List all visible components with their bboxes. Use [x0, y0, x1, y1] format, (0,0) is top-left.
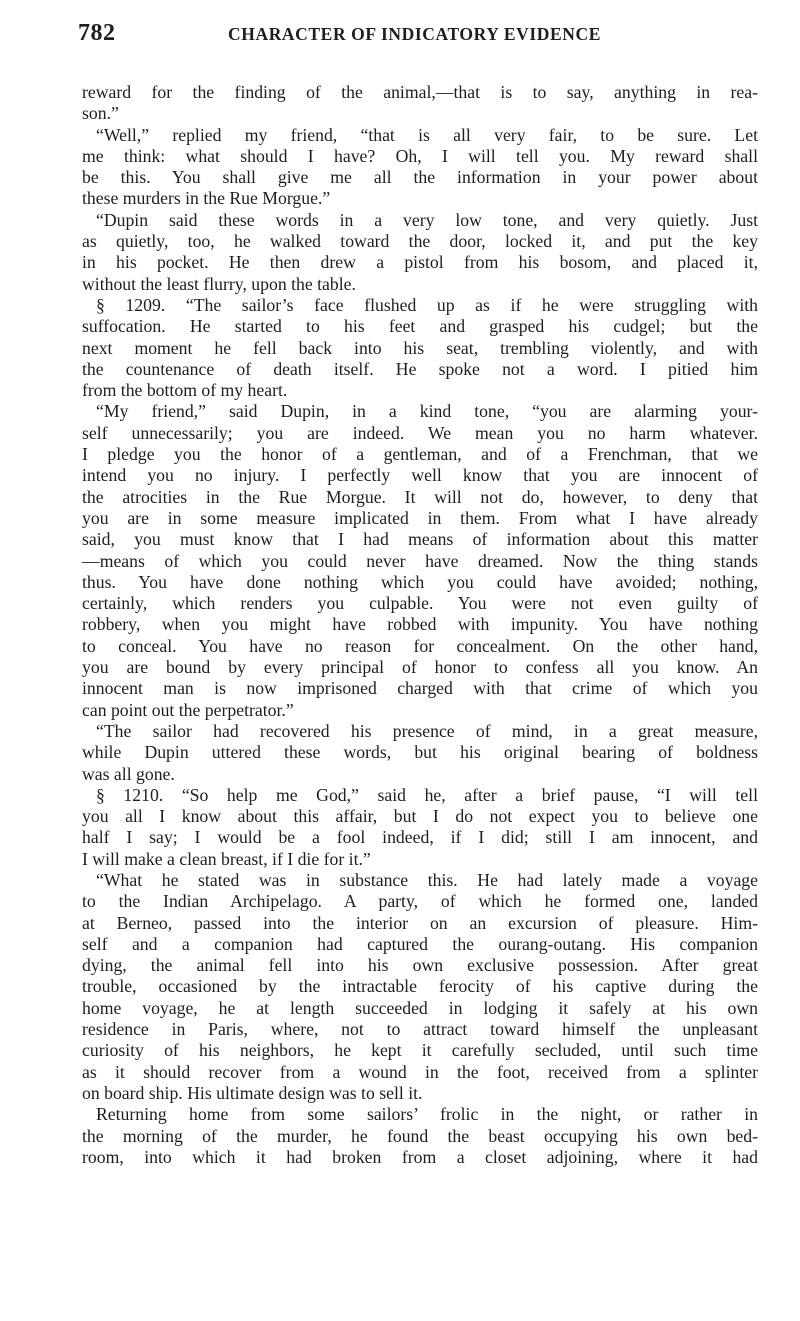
text-line: “The sailor had recovered his presence of mind, in a great measure,: [96, 720, 758, 741]
text-line: said, you must know that I had means of information about this matter: [82, 529, 758, 550]
text-line: “Well,” replied my friend, “that is all very fair, to be sure. Let: [96, 124, 758, 145]
text-line: you all I know about this affair, but I do not expect you to believe one: [82, 806, 758, 827]
text-line: next moment he fell back into his seat, trembling violently, and with: [82, 337, 758, 358]
text-line: son.”: [82, 103, 119, 124]
text-line: from the bottom of my heart.: [82, 380, 288, 401]
text-line: me think: what should I have? Oh, I will tell you. My reward shall: [82, 145, 758, 166]
text-line: was all gone.: [82, 763, 175, 784]
text-line: self and a companion had captured the ourang-outang. His companion: [82, 933, 758, 954]
text-line: self unnecessarily; you are indeed. We mean you no harm whatever.: [82, 422, 758, 443]
text-line: suffocation. He started to his feet and grasped his cudgel; but the: [82, 316, 758, 337]
text-line: intend you no injury. I perfectly well know that you are innocent of: [82, 465, 758, 486]
text-line: Returning home from some sailors’ frolic in the night, or rather in: [96, 1104, 758, 1125]
text-line: “What he stated was in substance this. He had lately made a voyage: [96, 869, 758, 890]
text-line: residence in Paris, where, not to attract toward himself the unpleasant: [82, 1019, 758, 1040]
text-line: while Dupin uttered these words, but his original bearing of boldness: [82, 742, 758, 763]
text-line: home voyage, he at length succeeded in lodging it safely at his own: [82, 997, 758, 1018]
text-line: at Berneo, passed into the interior on an excursion of pleasure. Him-: [82, 912, 758, 933]
text-line: the morning of the murder, he found the beast occupying his own bed-: [82, 1125, 758, 1146]
text-line: “My friend,” said Dupin, in a kind tone, “you are alarming your-: [96, 401, 758, 422]
running-head: CHARACTER OF INDICATORY EVIDENCE: [228, 24, 601, 44]
text-line: I will make a clean breast, if I die for it.”: [82, 848, 371, 869]
text-line: I pledge you the honor of a gentleman, and of a Frenchman, that we: [82, 444, 758, 465]
text-line: certainly, which renders you culpable. You were not even guilty of: [82, 593, 758, 614]
text-line: dying, the animal fell into his own exclusive possession. After great: [82, 955, 758, 976]
text-line: can point out the perpetrator.”: [82, 699, 294, 720]
text-line: without the least flurry, upon the table.: [82, 273, 356, 294]
text-line: as it should recover from a wound in the foot, received from a splinter: [82, 1061, 758, 1082]
text-line: you are in some measure implicated in them. From what I have already: [82, 507, 758, 528]
text-line: half I say; I would be a fool indeed, if I did; still I am innocent, and: [82, 827, 758, 848]
text-line: § 1210. “So help me God,” said he, after a brief pause, “I will tell: [96, 784, 758, 805]
text-line: these murders in the Rue Morgue.”: [82, 188, 331, 209]
text-line: to the Indian Archipelago. A party, of which he formed one, landed: [82, 891, 758, 912]
text-line: to conceal. You have no reason for concealment. On the other hand,: [82, 635, 758, 656]
text-line: § 1209. “The sailor’s face flushed up as if he were struggling with: [96, 294, 758, 315]
text-line: thus. You have done nothing which you could have avoided; nothing,: [82, 571, 758, 592]
page-number: 782: [78, 20, 116, 46]
text-line: as quietly, too, he walked toward the door, locked it, and put the key: [82, 231, 758, 252]
text-line: innocent man is now imprisoned charged with that crime of which you: [82, 678, 758, 699]
text-line: be this. You shall give me all the information in your power about: [82, 167, 758, 188]
text-line: in his pocket. He then drew a pistol from his bosom, and placed it,: [82, 252, 758, 273]
text-line: reward for the finding of the animal,—that is to say, anything in rea-: [82, 82, 758, 102]
text-line: on board ship. His ultimate design was to sell it.: [82, 1082, 423, 1103]
text-line: the countenance of death itself. He spoke not a word. I pitied him: [82, 358, 758, 379]
body-text: [82, 82, 758, 1168]
page-header: [78, 20, 758, 50]
text-line: trouble, occasioned by the intractable ferocity of his captive during the: [82, 976, 758, 997]
text-line: you are bound by every principal of honor to confess all you know. An: [82, 657, 758, 678]
text-line: the atrocities in the Rue Morgue. It will not do, however, to deny that: [82, 486, 758, 507]
text-line: —means of which you could never have dreamed. Now the thing stands: [82, 550, 758, 571]
text-line: room, into which it had broken from a closet adjoining, where it had: [82, 1146, 758, 1167]
text-line: curiosity of his neighbors, he kept it carefully secluded, until such time: [82, 1040, 758, 1061]
text-line: “Dupin said these words in a very low tone, and very quietly. Just: [96, 209, 758, 230]
text-line: robbery, when you might have robbed with impunity. You have nothing: [82, 614, 758, 635]
